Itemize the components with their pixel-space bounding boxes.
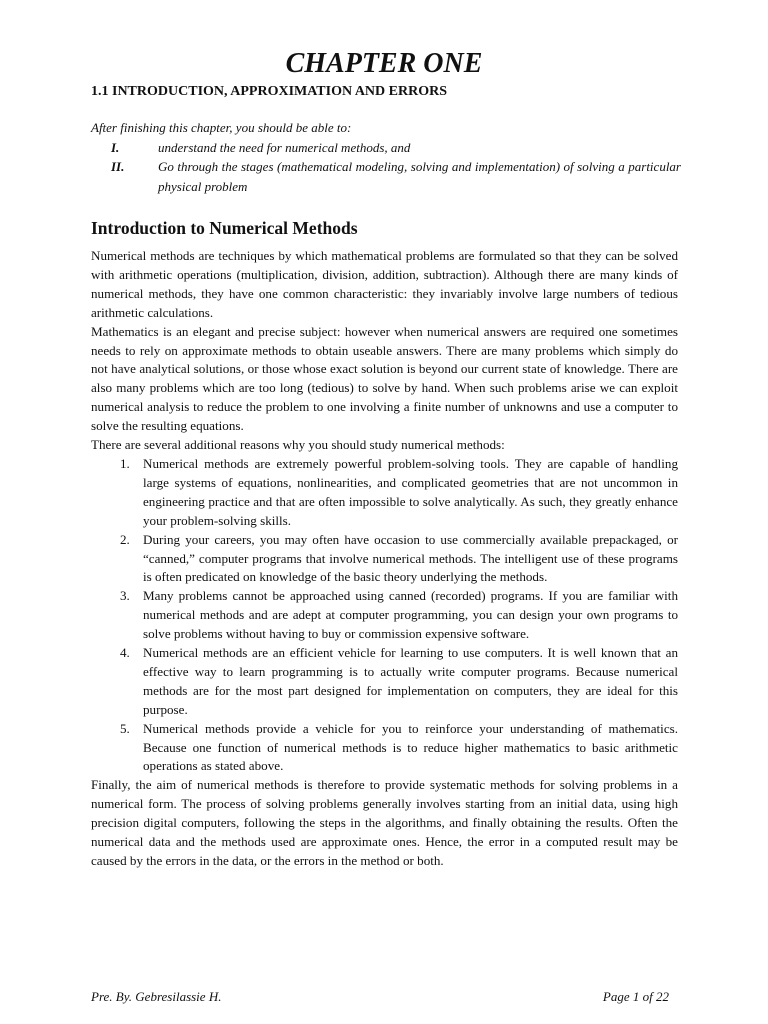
reason-text: Many problems cannot be approached using canned (recorded) programs. If you are familiar with numerical methods and are adept at computer programming, you can design your own programs to solve problems without having to buy or commission expensive software. xyxy=(143,588,678,642)
reason-text: During your careers, you may often have occasion to use commercially available prepackaged, or “canned,” computer programs that involve numerical methods. The intelligent use of these programs is often predicated on knowledge of the basic theory underlying the methods. xyxy=(143,531,678,585)
objective-marker: I. xyxy=(111,139,120,155)
reasons-list xyxy=(91,455,678,776)
reason-item xyxy=(91,720,678,777)
reason-item xyxy=(91,531,678,588)
section-heading: 1.1 INTRODUCTION, APPROXIMATION AND ERRORS xyxy=(91,84,447,99)
learning-objectives xyxy=(91,118,681,196)
footer-page-number: Page 1 of 22 xyxy=(602,989,669,1004)
reason-number: 2. xyxy=(120,531,130,547)
reason-number: 4. xyxy=(120,645,130,661)
page-footer xyxy=(91,988,669,1006)
reason-text: Numerical methods are an efficient vehicle for learning to use computers. It is well known that an effective way to learn programming is to actually write computer programs. Because numerical methods are for the most part designed for implementation on computers, they are ideal for this purpose. xyxy=(143,645,678,717)
footer-author: Pre. By. Gebresilassie H. xyxy=(91,989,222,1004)
reason-number: 3. xyxy=(120,588,130,604)
objective-marker: II. xyxy=(111,159,125,174)
subheading: Introduction to Numerical Methods xyxy=(91,218,358,238)
reason-number: 5. xyxy=(120,720,130,736)
objectives-list xyxy=(91,138,681,197)
reason-item xyxy=(91,587,678,644)
paragraph: There are several additional reasons why you should study numerical methods: xyxy=(91,437,505,453)
closing-paragraph: Finally, the aim of numerical methods is therefore to provide systematic methods for solving problems in a numerical form. The process of solving problems generally involves starting from an initial data, using high precision digital computers, following the steps in the algorithms, and finally obtaining the results. Often the numerical data and the methods used are approximate ones. Hence, the error in a computed result may be caused by the errors in the data, or the errors in the method or both. xyxy=(91,777,678,868)
reason-text: Numerical methods are extremely powerful problem-solving tools. They are capable of handling large systems of equations, nonlinearities, and complicated geometries that are not uncommon in engineering practice and that are often impossible to solve analytically. As such, they greatly enhance your problem-solving skills. xyxy=(143,455,678,528)
paragraph: Numerical methods are techniques by which mathematical problems are formulated so that they can be solved with arithmetic operations (multiplication, division, addition, subtraction). Although there are many kinds of numerical methods, they have one common characteristic: they invariably involve large numbers of tedious arithmetic calculations. xyxy=(91,248,678,320)
chapter-title: CHAPTER ONE xyxy=(285,48,483,79)
paragraph: Mathematics is an elegant and precise subject: however when numerical answers are required one sometimes needs to rely on approximate methods to obtain useable answers. There are many problems which simply do not have analytical solutions, or those whose exact solution is beyond our current state of knowledge. There are also many problems which are too long (tedious) to solve by hand. When such problems arise we can exploit numerical analysis to reduce the problem to one involving a finite number of unknowns and use a computer to solve the resulting equations. xyxy=(91,323,678,434)
reason-number: 1. xyxy=(120,455,130,471)
objective-text: Go through the stages (mathematical modeling, solving and implementation) of solving a particular physical problem xyxy=(158,159,681,194)
objective-item xyxy=(91,157,681,196)
objectives-intro: After finishing this chapter, you should be able to: xyxy=(91,120,352,135)
objective-text: understand the need for numerical methods, and xyxy=(158,139,411,155)
reason-item xyxy=(91,455,678,531)
reason-text: Numerical methods provide a vehicle for you to reinforce your understanding of mathematics. Because one function of numerical methods is to reduce higher mathematics to basic arithmetic operations as stated above. xyxy=(143,720,678,774)
body-text xyxy=(91,247,678,871)
reason-item xyxy=(91,644,678,720)
objective-item xyxy=(91,138,681,158)
